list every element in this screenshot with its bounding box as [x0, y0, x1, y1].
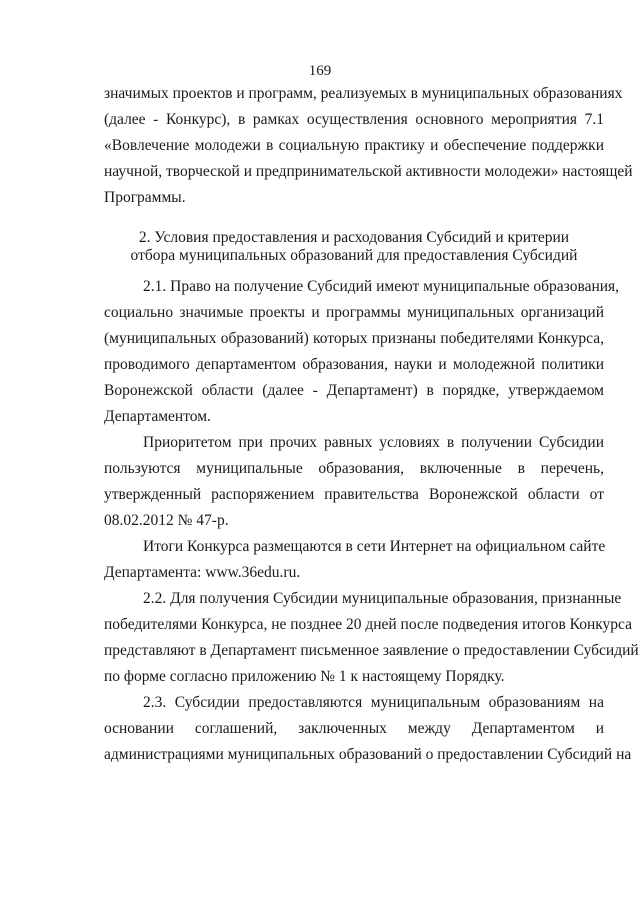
paragraph-line: 2.1. Право на получение Субсидий имеют муниципальные образования,: [143, 278, 620, 295]
paragraph-line: проводимого департаментом образования, науки и молодежной политики: [104, 356, 604, 373]
paragraph-line: «Вовлечение молодежи в социальную практику и обеспечение поддержки: [104, 137, 604, 154]
paragraph-line: утвержденный распоряжением правительства Воронежской области от: [104, 486, 604, 503]
paragraph-line: значимых проектов и программ, реализуемых в муниципальных образованиях: [104, 85, 623, 102]
paragraph-line: Итоги Конкурса размещаются в сети Интернет на официальном сайте: [143, 538, 606, 555]
paragraph-line: (далее - Конкурс), в рамках осуществления основного мероприятия 7.1: [104, 111, 604, 128]
paragraph-line: представляют в Департамент письменное заявление о предоставлении Субсидий: [104, 642, 639, 659]
paragraph-line: пользуются муниципальные образования, включенные в перечень,: [104, 460, 604, 477]
paragraph-line: Воронежской области (далее - Департамент) в порядке, утверждаемом: [104, 382, 604, 399]
section-heading-line: отбора муниципальных образований для предоставления Субсидий: [130, 247, 578, 264]
paragraph-line: основании соглашений, заключенных между Департаментом и: [104, 720, 604, 737]
paragraph-line: 2.3. Субсидии предоставляются муниципальным образованиям на: [143, 694, 604, 711]
paragraph-line: Департамента: www.36edu.ru.: [104, 564, 301, 581]
paragraph-line: социально значимые проекты и программы муниципальных организаций: [104, 304, 604, 321]
paragraph-line: администрациями муниципальных образований о предоставлении Субсидий на: [104, 746, 632, 763]
paragraph-line: 2.2. Для получения Субсидии муниципальные образования, признанные: [143, 590, 622, 607]
paragraph-line: научной, творческой и предпринимательской активности молодежи» настоящей: [104, 163, 633, 180]
section-heading-line: 2. Условия предоставления и расходования Субсидий и критерии: [138, 229, 570, 246]
paragraph-line: по форме согласно приложению № 1 к настоящему Порядку.: [104, 668, 505, 685]
paragraph-line: Приоритетом при прочих равных условиях в получении Субсидии: [143, 434, 604, 451]
paragraph-line: 08.02.2012 № 47-р.: [104, 512, 229, 529]
page-number: 169: [308, 63, 332, 79]
paragraph-line: Программы.: [104, 189, 186, 206]
paragraph-line: победителями Конкурса, не позднее 20 дней после подведения итогов Конкурса: [104, 616, 633, 633]
paragraph-line: (муниципальных образований) которых признаны победителями Конкурса,: [104, 330, 604, 347]
paragraph-line: Департаментом.: [104, 408, 211, 425]
